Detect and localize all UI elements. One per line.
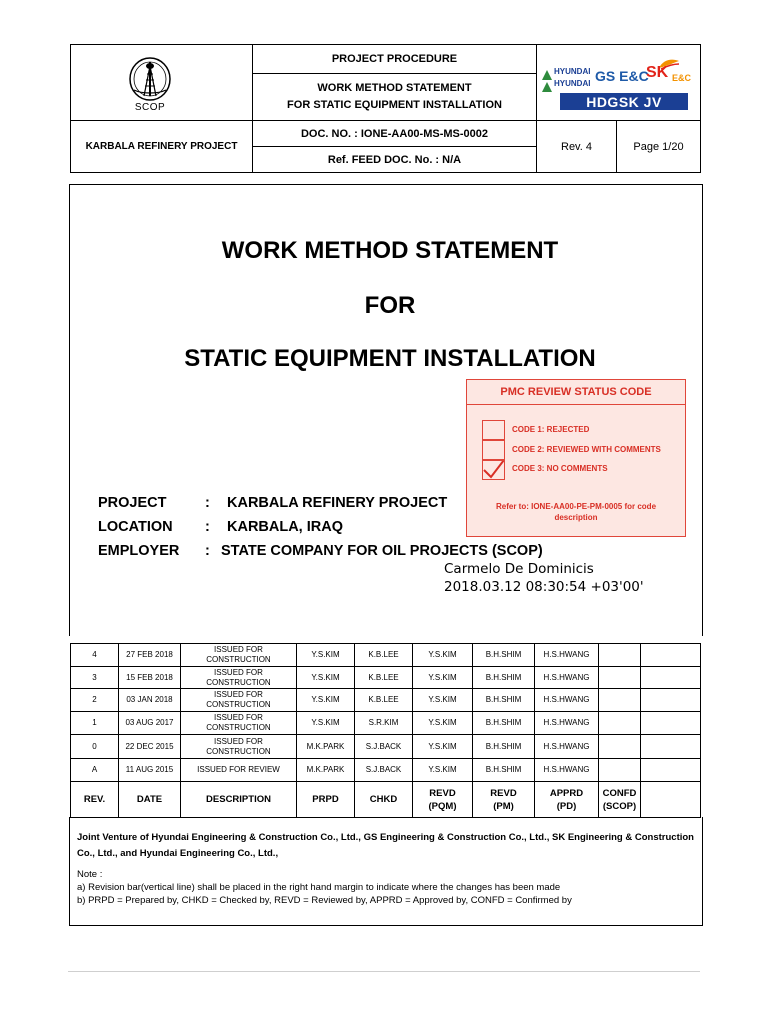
table-cell: ISSUED FOR CONSTRUCTION <box>206 667 271 687</box>
table-cell: S.R.KIM <box>368 718 399 727</box>
table-cell: 15 FEB 2018 <box>126 672 173 682</box>
doc-title-line3: STATIC EQUIPMENT INSTALLATION <box>184 345 596 372</box>
employer-label: EMPLOYER <box>98 543 180 559</box>
table-col-rule <box>700 643 701 817</box>
hyundai-text-2: HYUNDAI <box>554 79 591 88</box>
table-cell: Y.S.KIM <box>428 765 457 774</box>
table-cell: ISSUED FOR CONSTRUCTION <box>206 690 271 709</box>
procedure-label: PROJECT PROCEDURE <box>331 53 458 65</box>
table-cell: 27 FEB 2018 <box>126 650 173 659</box>
table-cell: B.H.SHIM <box>485 672 522 682</box>
table-cell: S.J.BACK <box>365 741 402 751</box>
note-b: b) PRPD = Prepared by, CHKD = Checked by, REVD = Reviewed by, APPRD = Approved by, CONFD = Confirmed by <box>77 895 572 906</box>
hyundai-icon <box>542 67 552 77</box>
table-cell: Y.S.KIM <box>428 672 457 682</box>
table-cell: H.S.HWANG <box>543 741 590 751</box>
ref-feed-doc: Ref. FEED DOC. No. : N/A <box>327 153 462 166</box>
project-name: KARBALA REFINERY PROJECT <box>85 141 238 152</box>
sk-logo: SK <box>646 64 669 81</box>
scop-logo <box>120 52 180 116</box>
wms-heading-line1: WORK METHOD STATEMENT <box>317 82 472 94</box>
table-cell: H.S.HWANG <box>543 765 590 774</box>
code2-checkbox[interactable] <box>482 440 505 460</box>
table-cell: K.B.LEE <box>368 695 399 704</box>
table-cell: H.S.HWANG <box>543 650 590 659</box>
table-header-cell: DESCRIPTION <box>206 794 271 805</box>
table-header-cell: REVD (PQM) <box>428 787 457 812</box>
table-cell: M.K.PARK <box>306 741 345 751</box>
table-cell: M.K.PARK <box>306 765 345 774</box>
scop-logo-text: SCOP <box>134 102 166 113</box>
doc-title-line1: WORK METHOD STATEMENT <box>221 237 559 264</box>
table-cell: 2 <box>92 695 97 704</box>
signature-datetime: 2018.03.12 08:30:54 +03'00' <box>444 579 644 595</box>
code3-label: CODE 3: NO COMMENTS <box>512 464 608 473</box>
note-a: a) Revision bar(vertical line) shall be placed in the right hand margin to indicate where the changes has been made <box>77 882 561 893</box>
location-value: KARBALA, IRAQ <box>227 519 343 535</box>
table-header-cell: CHKD <box>369 794 398 805</box>
table-cell <box>599 667 640 688</box>
table-cell: 03 JAN 2018 <box>126 695 173 704</box>
hyundai-text-1: HYUNDAI <box>554 67 591 76</box>
table-cell: 3 <box>92 672 97 682</box>
table-cell: 1 <box>92 718 97 727</box>
table-cell: Y.S.KIM <box>428 718 457 727</box>
table-cell <box>599 735 640 758</box>
table-cell: A <box>91 765 98 774</box>
table-cell: Y.S.KIM <box>428 650 457 659</box>
table-cell: 11 AUG 2015 <box>125 765 174 774</box>
code2-label: CODE 2: REVIEWED WITH COMMENTS <box>512 445 661 454</box>
checkmark-icon <box>483 461 504 479</box>
note-label: Note : <box>77 869 103 880</box>
table-cell: ISSUED FOR CONSTRUCTION <box>206 713 271 732</box>
table-cell: Y.S.KIM <box>311 650 340 659</box>
table-cell: ISSUED FOR CONSTRUCTION <box>206 645 271 664</box>
wms-heading-line2: FOR STATIC EQUIPMENT INSTALLATION <box>287 99 502 111</box>
table-cell: ISSUED FOR REVIEW <box>197 765 280 774</box>
page-divider <box>68 971 700 972</box>
pmc-stamp-header: PMC REVIEW STATUS CODE <box>467 380 685 405</box>
hyundai-icon-2 <box>542 79 552 89</box>
project-value: KARBALA REFINERY PROJECT <box>227 495 448 511</box>
table-cell: 4 <box>92 650 97 659</box>
table-col-rule <box>640 643 641 817</box>
jv-statement: Joint Venture of Hyundai Engineering & Construction Co., Ltd., GS Engineering & Construction Co., Ltd., SK Engineering & Construction Co., Ltd., and Hyundai Engineering Co., Ltd., <box>77 832 694 859</box>
sk-ec-logo: E&C <box>672 73 692 83</box>
table-cell: S.J.BACK <box>365 765 402 774</box>
employer-value: STATE COMPANY FOR OIL PROJECTS (SCOP) <box>221 543 543 559</box>
table-header-cell: APPRD (PD) <box>549 787 584 812</box>
table-cell: B.H.SHIM <box>485 695 522 704</box>
employer-colon: : <box>205 543 210 559</box>
jv-banner: HDGSK JV <box>560 93 688 110</box>
doc-number: DOC. NO. : IONE-AA00-MS-MS-0002 <box>300 127 489 140</box>
table-cell: 22 DEC 2015 <box>125 741 174 751</box>
table-cell: Y.S.KIM <box>311 718 340 727</box>
table-cell: Y.S.KIM <box>311 672 340 682</box>
table-cell <box>599 644 640 666</box>
table-cell: H.S.HWANG <box>543 672 590 682</box>
table-cell: Y.S.KIM <box>428 741 457 751</box>
table-cell: B.H.SHIM <box>485 765 522 774</box>
table-cell: 03 AUG 2017 <box>125 718 174 727</box>
table-cell: K.B.LEE <box>368 650 399 659</box>
code1-label: CODE 1: REJECTED <box>512 425 590 434</box>
table-cell: ISSUED FOR CONSTRUCTION <box>206 736 271 756</box>
table-cell: H.S.HWANG <box>543 695 590 704</box>
table-header-cell: REV. <box>83 794 106 805</box>
location-colon: : <box>205 519 210 535</box>
pmc-reference <box>467 501 685 523</box>
revision-number: Rev. 4 <box>561 140 592 153</box>
project-label: PROJECT <box>98 495 167 511</box>
doc-title-line2: FOR <box>364 292 416 319</box>
table-header-cell: CONFD (SCOP) <box>602 787 637 812</box>
table-cell: K.B.LEE <box>368 672 399 682</box>
table-cell: Y.S.KIM <box>428 695 457 704</box>
table-cell: B.H.SHIM <box>485 741 522 751</box>
table-cell <box>599 759 640 781</box>
pmc-review-stamp <box>466 379 686 537</box>
partner-logos <box>537 45 700 120</box>
pmc-reference-line2: description <box>554 513 598 522</box>
table-cell: Y.S.KIM <box>311 695 340 704</box>
table-cell: B.H.SHIM <box>485 650 522 659</box>
table-cell: 0 <box>92 741 97 751</box>
page-number: Page 1/20 <box>633 140 684 153</box>
table-cell: H.S.HWANG <box>543 718 590 727</box>
pmc-reference-line1: Refer to: IONE-AA00-PE-PM-0005 for code <box>495 502 657 511</box>
table-header-cell: PRPD <box>312 794 339 805</box>
table-cell <box>599 712 640 734</box>
table-header-cell: REVD (PM) <box>490 787 517 812</box>
table-cell <box>599 689 640 711</box>
location-label: LOCATION <box>98 519 173 535</box>
gs-logo: GS E&C <box>595 68 649 84</box>
signature-name: Carmelo De Dominicis <box>444 561 594 577</box>
code3-checkbox[interactable] <box>482 460 505 480</box>
table-cell: B.H.SHIM <box>485 718 522 727</box>
code1-checkbox[interactable] <box>482 420 505 440</box>
table-header-cell: DATE <box>136 794 163 805</box>
project-colon: : <box>205 495 210 511</box>
wms-heading <box>253 80 536 114</box>
